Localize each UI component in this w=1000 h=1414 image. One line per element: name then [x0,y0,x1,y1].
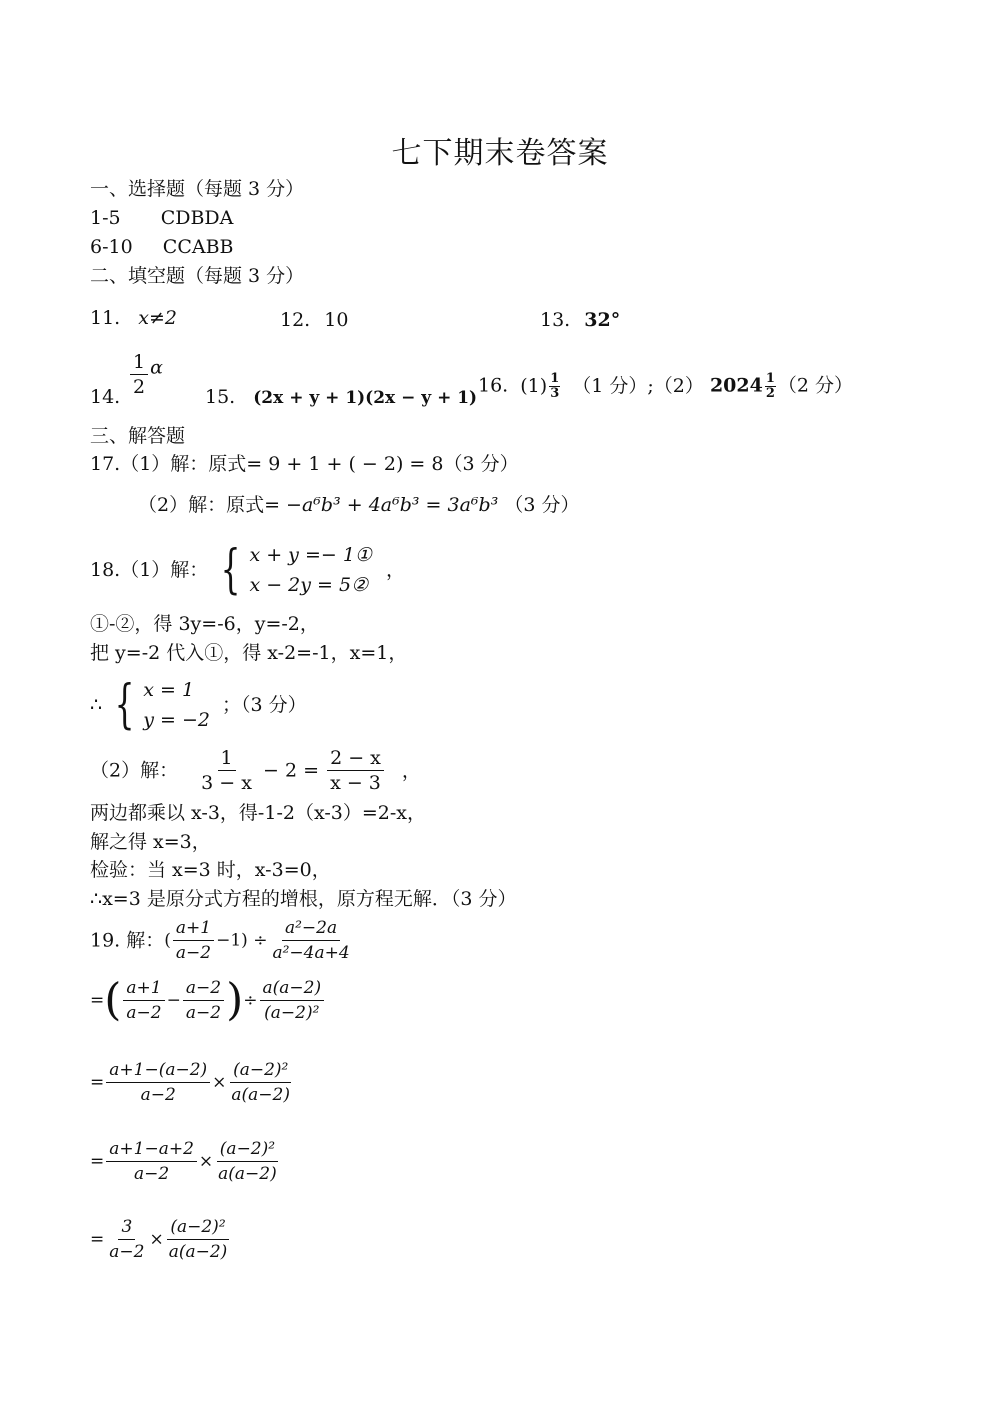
equals: = [90,990,105,1011]
equation-system [214,540,372,600]
frac-num: (a−2)² [217,1137,278,1162]
q-answer: (2x + y + 1)(2x − y + 1) [253,388,478,408]
fraction [130,350,148,399]
q18-solution [90,675,307,735]
q-number: 12. [280,309,311,331]
frac-num: a+1−(a−2) [106,1058,210,1083]
page-title: 七下期末卷答案 [391,136,609,171]
frac-num: 1 [130,350,148,375]
q18-2-line1: 两边都乘以 x-3，得-1-2（x-3）=2-x， [90,802,426,824]
fraction [106,1137,197,1186]
prefix: 18.（1）解： [90,559,209,581]
frac-den: a−2 [175,943,212,963]
operator: × [212,1072,227,1093]
score: （1 分）;（2） [572,374,704,397]
frac-num: a+1−a+2 [106,1137,197,1162]
choice-row-1 [90,205,233,231]
frac-den: a−2 [109,1242,145,1262]
frac-num: a(a−2) [260,976,325,1001]
q-number: 13. [540,309,571,331]
choice-answers: CCABB [162,236,234,258]
q-number: 16. [478,374,509,397]
q13 [540,307,620,333]
prefix: 19. 解： [90,929,165,952]
q-answer: 32° [584,309,621,331]
equals: = [90,1072,105,1093]
frac-num: (a−2)² [230,1058,291,1083]
q19-step3 [90,1137,282,1186]
q18-2-line3: 检验：当 x=3 时，x-3=0， [90,859,331,881]
q18-part1 [90,540,405,600]
fraction [106,1215,147,1264]
frac-den: 3 [550,386,560,401]
part-label: (1) [520,374,548,397]
therefore-symbol: ∴ [90,694,103,716]
q-number: 15. [205,386,236,408]
alpha: α [150,356,163,379]
frac-num: (a−2)² [167,1215,228,1240]
q17-part2 [138,492,579,518]
fraction [173,916,214,965]
frac-den: (a−2)² [264,1003,320,1023]
frac-den: a−2 [185,1003,222,1023]
right-paren: ) [226,974,244,1026]
q18-line2: 把 y=-2 代入①，得 x-2=-1，x=1， [90,642,408,664]
score: （2 分） [777,374,854,397]
q18-2-line2: 解之得 x=3， [90,831,211,853]
fraction [215,1137,280,1186]
frac-num: 1 [765,371,775,386]
frac-den: a−2 [140,1085,176,1105]
operator: − [166,990,181,1011]
frac-den: a−2 [133,1164,170,1184]
fraction [123,976,164,1025]
fraction [166,1215,231,1264]
choice-range: 6-10 [90,236,133,258]
frac-den: a(a−2) [168,1242,228,1262]
q18-line1: ①-②，得 3y=-6，y=-2， [90,613,319,635]
q12 [280,307,348,333]
fraction [765,372,776,401]
fraction [549,372,560,401]
section-3-heading: 三、解答题 [90,425,186,447]
expression: = −a⁶b³ + 4a⁶b³ = 3a⁶b³ [264,494,499,516]
operator: × [149,1229,164,1250]
frac-num: a+1 [173,916,214,941]
operator: − 2 = [263,759,320,782]
q19-step2 [90,1058,295,1107]
fraction [106,1058,210,1107]
frac-den: a(a−2) [231,1085,291,1105]
operator: −1) ÷ [216,930,268,951]
frac-den: a²−4a+4 [272,943,350,963]
frac-den: 2 [133,376,146,398]
q18-part2 [90,746,421,795]
frac-num: 1 [550,371,560,386]
operator: × [198,1151,214,1172]
frac-num: a²−2a [282,916,340,941]
brace-icon: { [220,540,241,600]
fraction [183,976,224,1025]
fraction [198,746,255,795]
q19-step4 [90,1215,232,1264]
frac-num: a+1 [123,976,164,1001]
q15 [205,384,477,411]
q19-step0 [90,916,355,965]
operator: ÷ [243,990,258,1011]
q16 [478,372,853,401]
frac-num: 3 [118,1215,135,1240]
score: ；（3 分） [222,694,307,716]
frac-den: a−2 [126,1003,162,1023]
frac-den: x − 3 [330,772,381,794]
equation-2: x − 2y = 5② [249,574,369,596]
solution-y: y = −2 [143,709,210,731]
fraction [327,746,384,795]
choice-answers: CDBDA [160,207,234,229]
equation-1: x + y =− 1① [249,544,372,566]
frac-num: 2 − x [327,746,384,771]
frac-den: a(a−2) [218,1164,277,1184]
q19-step1 [90,976,326,1025]
brace-icon: { [114,675,135,735]
q-number: 11. [90,307,121,329]
q17-part1: 17.（1）解：原式= 9 + 1 + ( − 2) = 8（3 分） [90,453,519,475]
section-1-heading: 一、选择题（每题 3 分） [90,178,305,200]
mixed-whole: 2024 [709,374,763,397]
paren: ( [164,930,171,951]
left-paren: ( [104,974,122,1026]
fraction [260,976,325,1025]
fraction [228,1058,293,1107]
solution-system [108,675,210,735]
q-answer: 10 [324,309,349,331]
frac-den: 2 [765,386,775,401]
score: （3 分） [504,494,580,516]
equals: = [90,1229,105,1250]
q14-number: 14. [90,386,121,408]
choice-range: 1-5 [90,207,121,229]
frac-num: a−2 [183,976,224,1001]
q11 [90,305,177,331]
equals: = [90,1151,105,1172]
solution-x: x = 1 [143,679,195,701]
prefix: （2）解： [90,759,179,782]
choice-row-2 [90,234,234,260]
q14-answer [128,350,163,399]
fraction [269,916,352,965]
q18-2-line4: ∴x=3 是原分式方程的增根，原方程无解．（3 分） [90,888,517,910]
comma: ， [386,559,406,581]
comma: ， [401,759,421,782]
q-answer: x≠2 [138,307,177,329]
frac-num: 1 [218,746,236,771]
prefix: （2）解：原式 [138,494,265,516]
frac-den: 3 − x [201,772,252,794]
section-2-heading: 二、填空题（每题 3 分） [90,265,305,287]
